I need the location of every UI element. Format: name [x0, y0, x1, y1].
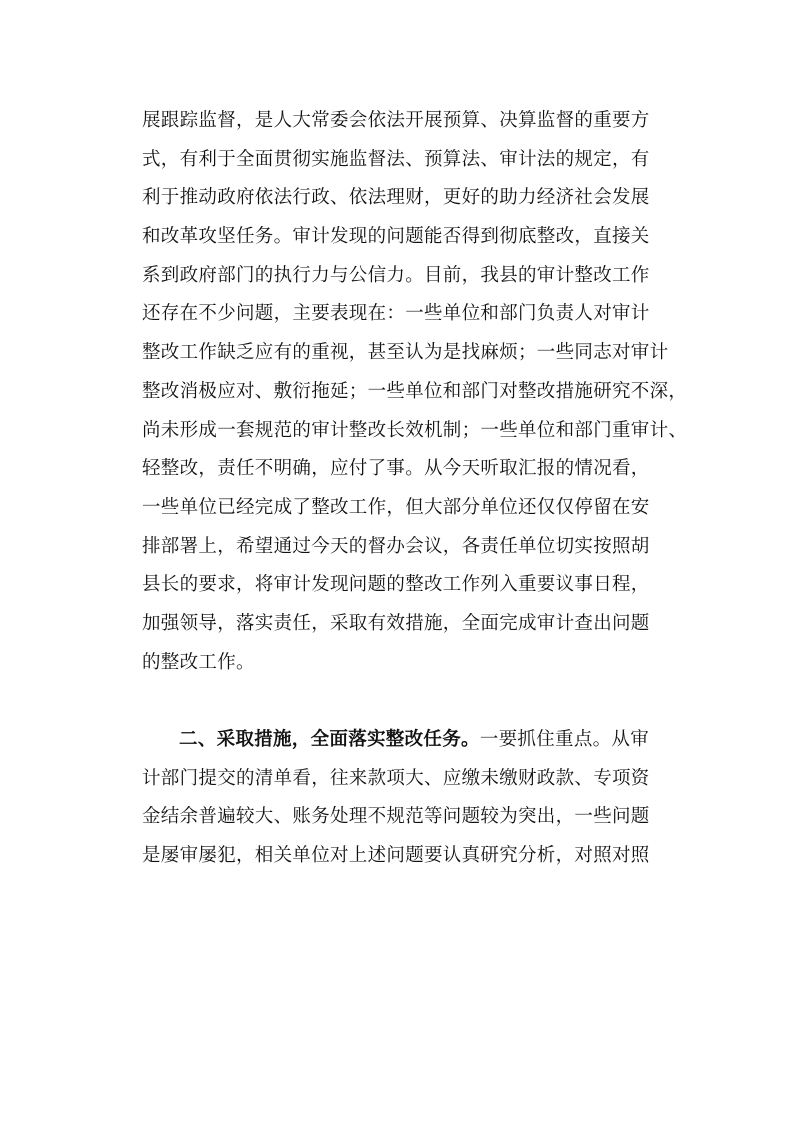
text-line: 金结余普遍较大、账务处理不规范等问题较为突出，一些问题	[142, 806, 650, 828]
text-run: 一要抓住重点。从审	[479, 729, 650, 750]
text-line: 的整改工作。	[142, 651, 255, 673]
text-line: 轻整改，责任不明确，应付了事。从今天听取汇报的情况看，	[142, 458, 650, 480]
text-line: 整改消极应对、敷衍拖延；一些单位和部门对整改措施研究不深，	[142, 380, 688, 402]
text-line: 县长的要求，将审计发现问题的整改工作列入重要议事日程，	[142, 574, 650, 596]
paragraph-spacer	[142, 682, 682, 721]
text-line: 排部署上，希望通过今天的督办会议，各责任单位切实按照胡	[142, 535, 650, 557]
text-line	[142, 721, 682, 760]
text-line: 展跟踪监督，是人大常委会依法开展预算、决算监督的重要方	[142, 110, 650, 131]
section-heading: 二、采取措施，全面落实整改任务。	[179, 729, 480, 750]
paragraph-2	[142, 721, 682, 876]
text-line: 利于推动政府依法行政、依法理财，更好的助力经济社会发展	[142, 187, 650, 209]
text-line: 和改革攻坚任务。审计发现的问题能否得到彻底整改，直接关	[142, 226, 650, 248]
text-line: 计部门提交的清单看，往来款项大、应缴未缴财政款、专项资	[142, 767, 650, 789]
document-body	[142, 102, 688, 876]
paragraph-1	[142, 102, 688, 682]
text-line: 尚未形成一套规范的审计整改长效机制；一些单位和部门重审计、	[142, 419, 688, 441]
text-line: 整改工作缺乏应有的重视，甚至认为是找麻烦；一些同志对审计	[142, 342, 669, 364]
text-line: 还存在不少问题，主要表现在：一些单位和部门负责人对审计	[142, 303, 650, 325]
text-line: 加强领导，落实责任，采取有效措施，全面完成审计查出问题	[142, 612, 650, 634]
text-line: 是屡审屡犯，相关单位对上述问题要认真研究分析，对照对照	[142, 845, 650, 867]
text-line: 一些单位已经完成了整改工作，但大部分单位还仅仅停留在安	[142, 496, 650, 518]
text-line: 式，有利于全面贯彻实施监督法、预算法、审计法的规定，有	[142, 148, 650, 170]
text-line: 系到政府部门的执行力与公信力。目前，我县的审计整改工作	[142, 264, 650, 286]
